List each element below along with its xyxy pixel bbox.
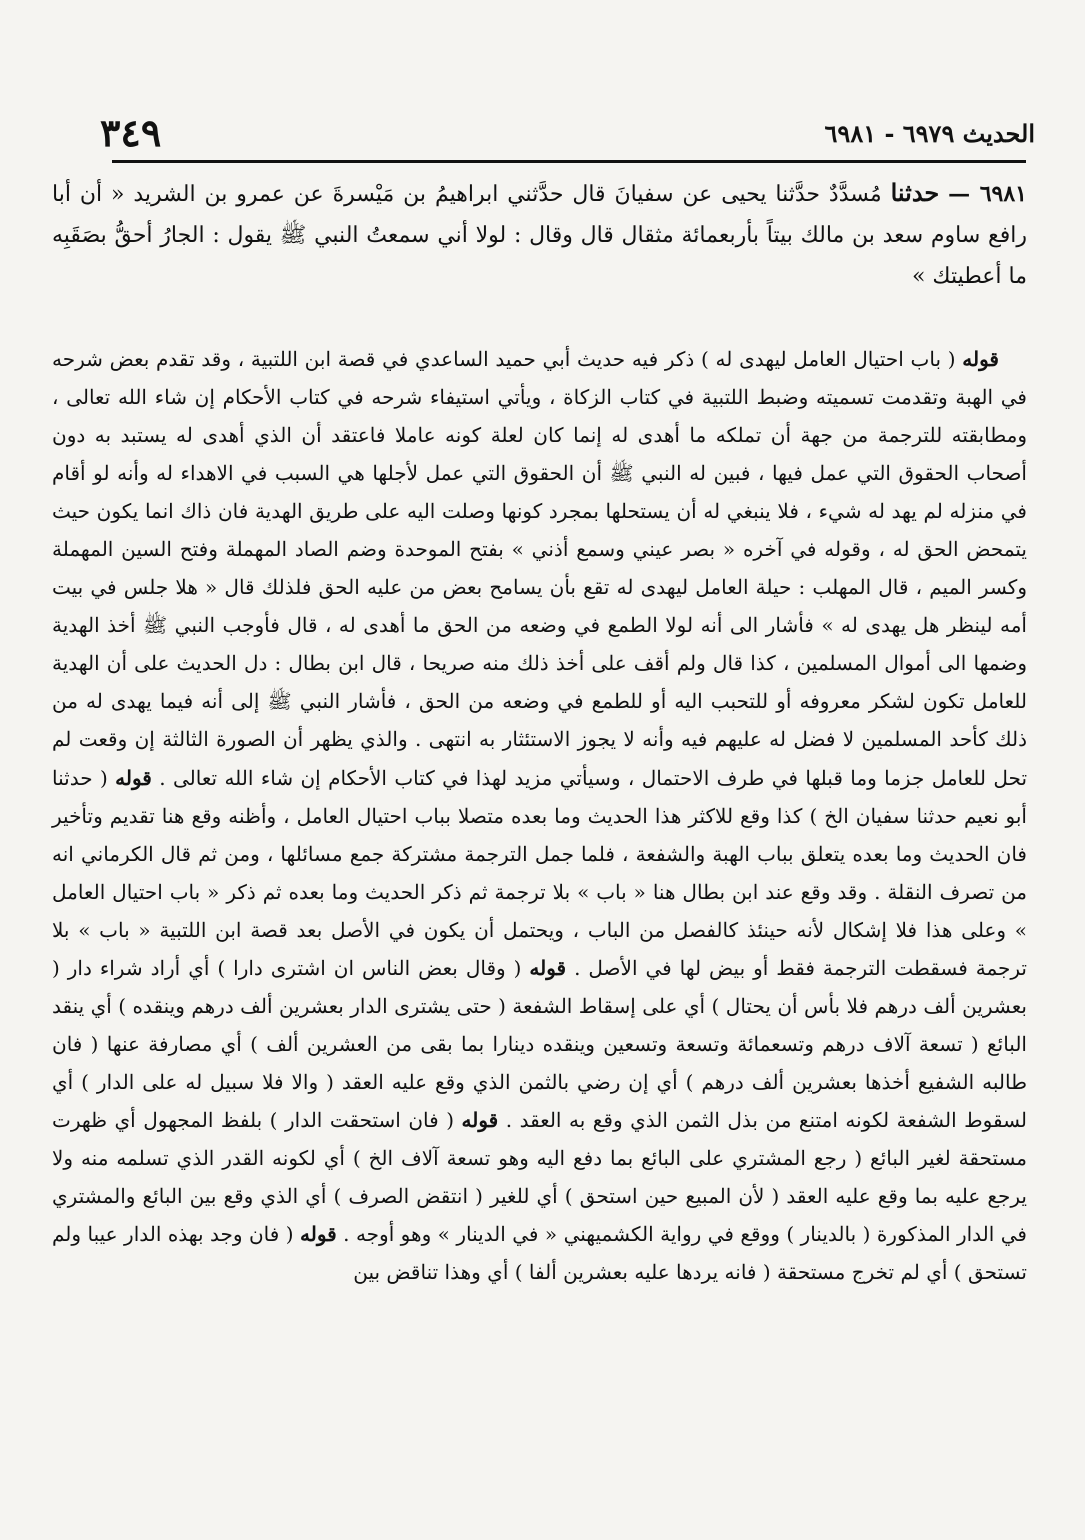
qawluh-marker: قوله [962,347,999,371]
commentary-paragraph [52,340,1027,1291]
header-rule [112,160,1026,163]
running-head: الحديث ٦٩٧٩ - ٦٩٨١ [824,119,1035,148]
hadith-paragraph [52,172,1027,297]
page-header [100,108,1035,158]
commentary-block [52,340,1027,1291]
qawluh-marker: قوله [300,1222,337,1247]
hadith-number: ٦٩٨١ — [948,181,1027,207]
qawluh-marker: قوله [529,955,567,980]
hadith-text-block [52,172,1027,297]
commentary-text: ( وقال بعض الناس ان اشترى دارا ) أي أراد شراء دار ( بعشرين ألف درهم فلا بأس أن يحتال ) أي على إسقاط الشفعة ( حتى يشترى الدار بعشرين ألف درهم وينقده ) أي ينقد البائع ( تسعة آلاف درهم وتسعمائة وتسعة وتسعين وينقده دينارا بما بقى من العشرين ألف ) أي مصارفة عنها ( فان طالبه الشفيع أخذها بعشرين ألف درهم ) أي إن رضي بالثمن الذي وقع عليه العقد ( والا فلا سبيل له على الدار ) أي لسقوط الشفعة لكونه امتنع من بذل الثمن الذي وقع به العقد . [52,955,1028,1132]
qawluh-marker: قوله [461,1107,499,1132]
hadith-text: مُسدَّدٌ حدَّثنا يحيى عن سفيانَ قال حدَّثني ابراهيمُ بن مَيْسرةَ عن عمرو بن الشريد « أن أبا رافع ساوم سعد بن مالك بيتاً بأربعمائة مثقال قال وقال : لولا أني سمعتُ النبي ﷺ يقول : الجارُ أحقُّ بصَقَبِه ما أعطيتك » [52,182,1027,289]
commentary-text: ( فان وجد بهذه الدار عيبا ولم تستحق ) أي لم تخرج مستحقة ( فانه يردها عليه بعشرين ألفا ) أي وهذا تناقض بين [52,1222,1027,1285]
commentary-text: ( باب احتيال العامل ليهدى له ) ذكر فيه حديث أبي حميد الساعدي في قصة ابن اللتبية ، وقد تقدم بعض شرحه في الهبة وتقدمت تسميته وضبط اللتبية في كتاب الزكاة ، ويأتي استيفاء شرحه في كتاب الأحكام إن شاء الله تعالى ، ومطابقته للترجمة من جهة أن تملكه ما أهدى له إنما كان لعلة كونه عاملا فاعتقد أن الذي أهدى له يستبد به دون أصحاب الحقوق التي عمل فيها ، فبين له النبي ﷺ أن الحقوق التي عمل لأجلها هي السبب في الاهداء له وأنه لو أقام في منزله لم يهد له شيء ، فلا ينبغي له أن يستحلها بمجرد كونها وصلت اليه على طريق الهدية فان ذاك انما يكون حيث يتمحض الحق له ، وقوله في آخره « بصر عيني وسمع أذني » بفتح الموحدة وضم الصاد المهملة وفتح السين المهملة وكسر الميم ، قال المهلب : حيلة العامل ليهدى له تقع بأن يسامح بعض من عليه الحق فلذلك قال « هلا جلس في بيت أمه لينظر هل يهدى له » فأشار الى أنه لولا الطمع في وضعه من الحق ما أهدى له ، قال فأوجب النبي ﷺ أخذ الهدية وضمها الى أموال المسلمين ، كذا قال ولم أقف على أخذ ذلك منه صريحا ، قال ابن بطال : دل الحديث على أن الهدية للعامل تكون لشكر معروفه أو للتحبب اليه أو للطمع في وضعه من الحق ، فأشار النبي ﷺ إلى أنه فيما يهدى له من ذلك كأحد المسلمين لا فضل له عليهم فيه وأنه لا يجوز الاستئثار به انتهى . والذي يظهر أن الصورة الثالثة إن وقعت لم تحل للعامل جزما وما قبلها في طرف الاحتمال ، وسيأتي مزيد لهذا في كتاب الأحكام إن شاء الله تعالى . [52,347,1028,790]
hadith-intro: حدثنا [890,178,940,207]
commentary-text: ( فان استحقت الدار ) بلفظ المجهول أي ظهرت مستحقة لغير البائع ( رجع المشتري على البائع بما دفع اليه وهو تسعة آلاف الخ ) أي لكونه القدر الذي تسلمه منه ولا يرجع عليه بما وقع عليه العقد ( لأن المبيع حين استحق ) أي للغير ( انتقض الصرف ) أي الذي وقع بين البائع والمشتري في الدار المذكورة ( بالدينار ) ووقع في رواية الكشميهني « في الدينار » وهو أوجه . [52,1107,1027,1247]
commentary-text: ( حدثنا أبو نعيم حدثنا سفيان الخ ) كذا وقع للاكثر هذا الحديث وما بعده متصلا بباب احتيال العامل ، وأظنه وقع هنا تقديم وتأخير فان الحديث وما بعده يتعلق بباب الهبة والشفعة ، فلما جمل الترجمة مشتركة جمع مسائلها ، ومن ثم قال الكرماني انه من تصرف النقلة . وقد وقع عند ابن بطال هنا « باب » بلا ترجمة ثم ذكر الحديث وما بعده ثم ذكر « باب احتيال العامل » وعلى هذا فلا إشكال لأنه حينئذ كالفصل من الباب ، ويحتمل أن يكون في الأصل بعد قصة ابن اللتبية « باب » بلا ترجمة فسقطت الترجمة فقط أو بيض لها في الأصل . [52,765,1028,980]
page-number: ٣٤٩ [100,110,162,155]
qawluh-marker: قوله [115,765,152,790]
